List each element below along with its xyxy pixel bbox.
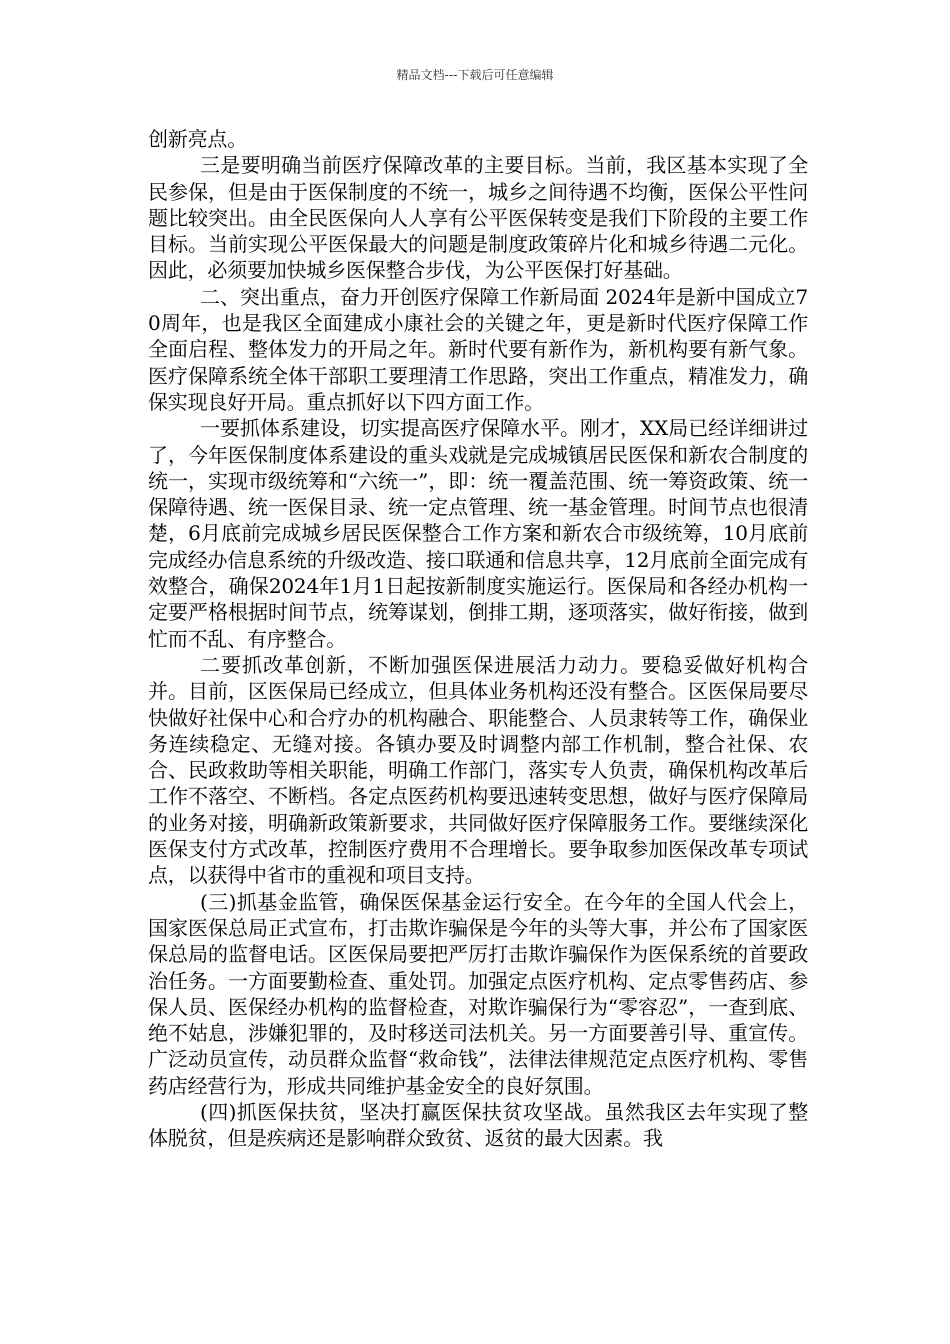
paragraph-fund-supervision: (三)抓基金监管，确保医保基金运行安全。在今年的全国人代会上，国家医保总局正式宣布，打击欺诈骗保是今年的头等大事，并公布了国家医保总局的监督电话。区医保局要把严厉打击欺诈骗保作为医保系统的首要政治任务。一方面要勤检查、重处罚。加强定点医疗机构、定点零售药店、参保人员、医保经办机构的监督检查，对欺诈骗保行为“零容忍”，一查到底、绝不姑息，涉嫌犯罪的，及时移送司法机关。另一方面要善引导、重宣传。广泛动员宣传，动员群众监督“救命钱”，法律法律规范定点医疗机构、零售药店经营行为，形成共同维护基金安全的良好氛围。 — [148, 889, 808, 1098]
paragraph-main-goal: 三是要明确当前医疗保障改革的主要目标。当前，我区基本实现了全民参保，但是由于医保制度的不统一，城乡之间待遇不均衡，医保公平性问题比较突出。由全民医保向人人享有公平医保转变是我们下阶段的主要工作目标。当前实现公平医保最大的问题是制度政策碎片化和城乡待遇二元化。因此，必须要加快城乡医保整合步伐，为公平医保打好基础。 — [148, 153, 808, 283]
page-header: 精品文档---下载后可任意编辑 — [396, 68, 554, 82]
paragraph-section-two: 二、突出重点，奋力开创医疗保障工作新局面 2024年是新中国成立70周年，也是我区全面建成小康社会的关键之年，更是新时代医疗保障工作全面启程、整体发力的开局之年。新时代要有新作为，新机构要有新气象。医疗保障系统全体干部职工要理清工作思路，突出工作重点，精准发力，确保实现良好开局。重点抓好以下四方面工作。 — [148, 284, 808, 414]
paragraph-poverty-alleviation: (四)抓医保扶贫，坚决打赢医保扶贫攻坚战。虽然我区去年实现了整体脱贫，但是疾病还是影响群众致贫、返贫的最大因素。我 — [148, 1099, 808, 1151]
paragraph-continuation: 创新亮点。 — [148, 127, 247, 151]
document-body — [148, 126, 808, 1152]
paragraph-system-building: 一要抓体系建设，切实提高医疗保障水平。刚才，XX局已经详细讲过了，今年医保制度体系建设的重头戏就是完成城镇居民医保和新农合制度的统一，实现市级统筹和“六统一”，即：统一覆盖范围、统一筹资政策、统一保障待遇、统一医保目录、统一定点管理、统一基金管理。时间节点也很清楚，6月底前完成城乡居民医保整合工作方案和新农合市级统筹，10月底前完成经办信息系统的升级改造、接口联通和信息共享，12月底前全面完成有效整合，确保2024年1月1日起按新制度实施运行。医保局和各经办机构一定要严格根据时间节点，统筹谋划，倒排工期，逐项落实，做好衔接，做到忙而不乱、有序整合。 — [148, 416, 808, 651]
paragraph-reform-innovation: 二要抓改革创新，不断加强医保进展活力动力。要稳妥做好机构合并。目前，区医保局已经成立，但具体业务机构还没有整合。区医保局要尽快做好社保中心和合疗办的机构融合、职能整合、人员隶转等工作，确保业务连续稳定、无缝对接。各镇办要及时调整内部工作机制，整合社保、农合、民政救助等相关职能，明确工作部门，落实专人负责，确保机构改革后工作不落空、不断档。各定点医药机构要迅速转变思想，做好与医疗保障局的业务对接，明确新政策新要求，共同做好医疗保障服务工作。要继续深化医保支付方式改革，控制医疗费用不合理增长。要争取参加医保改革专项试点，以获得中省市的重视和项目支持。 — [148, 652, 808, 888]
